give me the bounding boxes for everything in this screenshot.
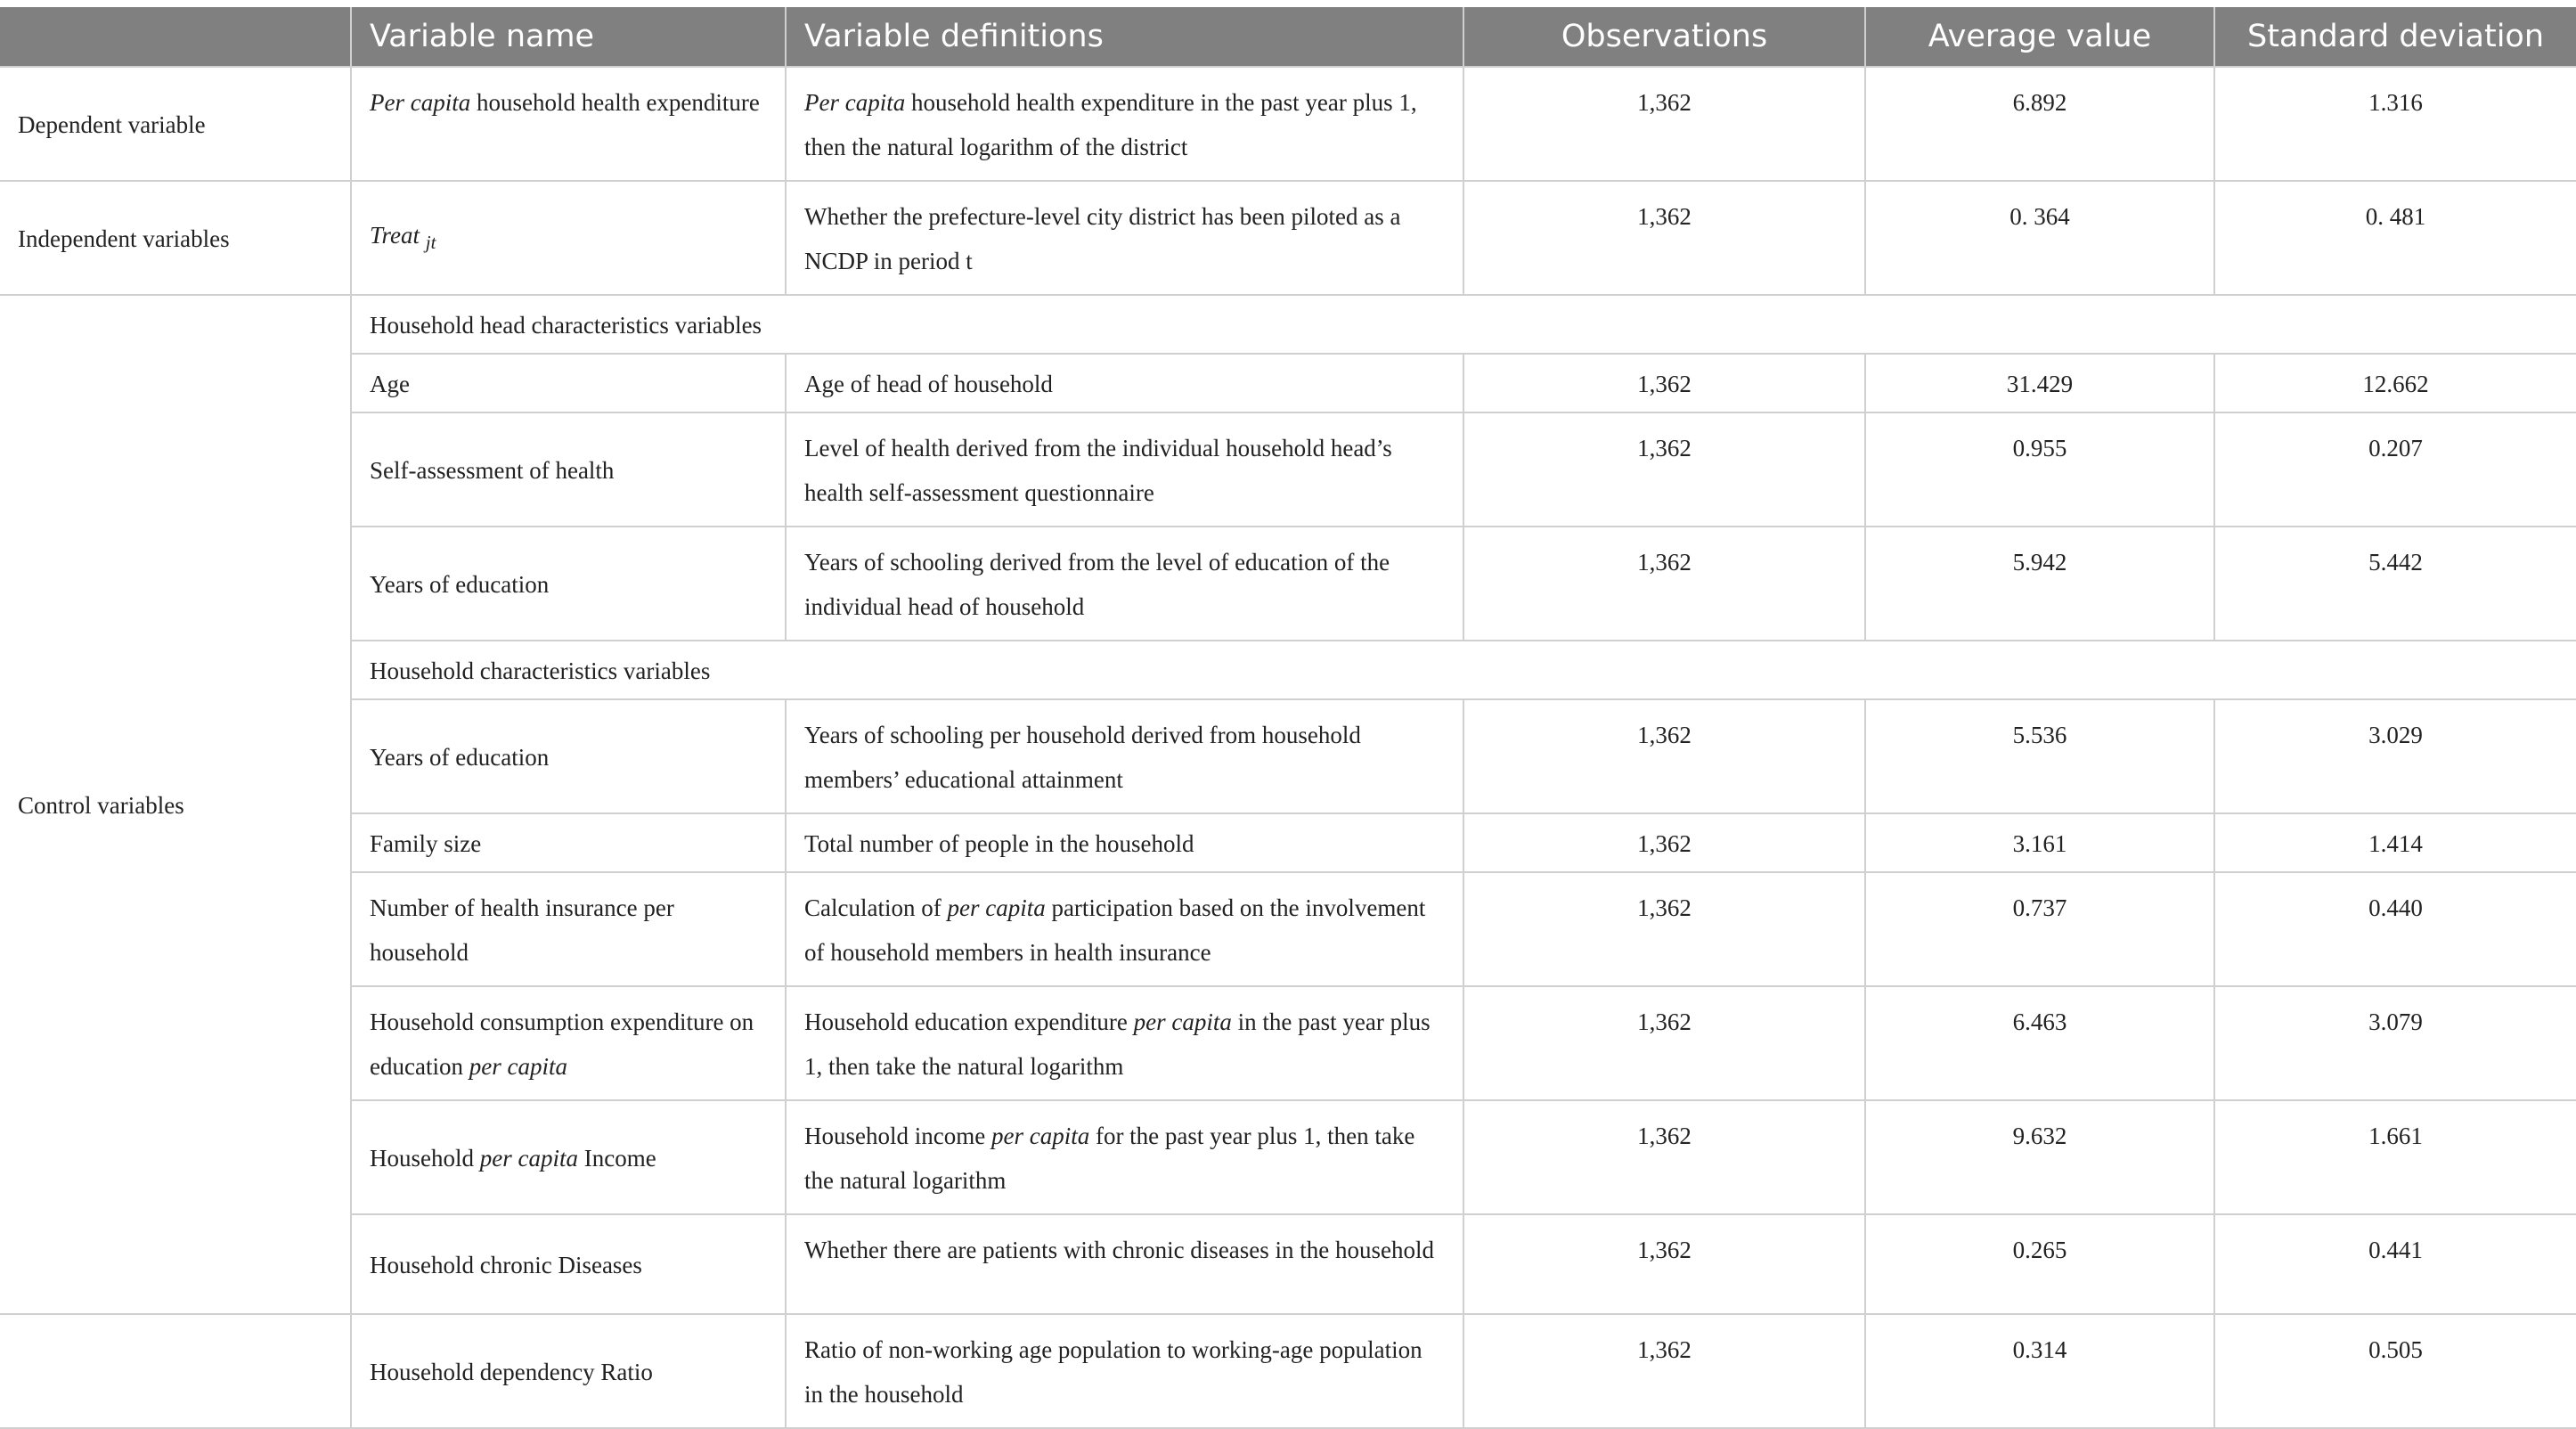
average-value: 9.632 bbox=[1865, 1100, 2214, 1214]
variable-name bbox=[351, 67, 786, 181]
table-row bbox=[0, 181, 2576, 295]
variable-name-part: Treat bbox=[370, 222, 420, 249]
table-row bbox=[0, 813, 2576, 872]
variable-definition: Ratio of non-working age population to working-age population in the household bbox=[786, 1314, 1463, 1428]
variable-name: Self-assessment of health bbox=[351, 412, 786, 527]
variable-definition-part: participation based on the involvement of household members in health insurance bbox=[804, 894, 1426, 966]
average-value: 6.463 bbox=[1865, 986, 2214, 1100]
average-value: 0.265 bbox=[1865, 1214, 2214, 1314]
variable-name: Age bbox=[351, 354, 786, 412]
variable-definition-part: per capita bbox=[990, 1123, 1090, 1149]
average-value: 0.955 bbox=[1865, 412, 2214, 527]
table-row bbox=[0, 1100, 2576, 1214]
standard-deviation-value: 0.207 bbox=[2214, 412, 2576, 527]
variable-definition-part: Household income bbox=[804, 1123, 991, 1149]
variable-definition-part: in the past year plus 1, then take the natural logarithm bbox=[804, 1008, 1431, 1080]
header-standard-deviation: Standard deviation bbox=[2214, 7, 2576, 67]
variable-definition: Age of head of household bbox=[786, 354, 1463, 412]
header-variable-name: Variable name bbox=[351, 7, 786, 67]
variable-definition bbox=[786, 67, 1463, 181]
table-row bbox=[0, 527, 2576, 641]
observations-value: 1,362 bbox=[1463, 412, 1865, 527]
variable-name: Household chronic Diseases bbox=[351, 1214, 786, 1314]
variable-name-part: Household consumption expenditure on education bbox=[370, 1008, 754, 1080]
average-value: 0.737 bbox=[1865, 872, 2214, 986]
variable-name-part: Per capita bbox=[370, 89, 471, 116]
table-row bbox=[0, 1214, 2576, 1314]
header-row bbox=[0, 7, 2576, 67]
table-row bbox=[0, 699, 2576, 813]
variable-definition: Years of schooling per household derived from household members’ educational attainment bbox=[786, 699, 1463, 813]
table-row bbox=[0, 872, 2576, 986]
average-value: 6.892 bbox=[1865, 67, 2214, 181]
table-row bbox=[0, 412, 2576, 527]
variable-definition: Years of schooling derived from the level of education of the individual head of household bbox=[786, 527, 1463, 641]
variable-name-part: household health expenditure bbox=[470, 89, 760, 116]
average-value: 5.942 bbox=[1865, 527, 2214, 641]
standard-deviation-value: 0. 481 bbox=[2214, 181, 2576, 295]
variable-definition: Total number of people in the household bbox=[786, 813, 1463, 872]
variable-name bbox=[351, 1100, 786, 1214]
standard-deviation-value: 1.316 bbox=[2214, 67, 2576, 181]
variable-definition-part: per capita bbox=[1133, 1008, 1232, 1035]
variable-definition-part: household health expenditure in the past year plus 1, then the natural logarithm of the district bbox=[804, 89, 1417, 160]
observations-value: 1,362 bbox=[1463, 986, 1865, 1100]
average-value: 3.161 bbox=[1865, 813, 2214, 872]
average-value: 0. 364 bbox=[1865, 181, 2214, 295]
observations-value: 1,362 bbox=[1463, 1100, 1865, 1214]
standard-deviation-value: 5.442 bbox=[2214, 527, 2576, 641]
standard-deviation-value: 0.505 bbox=[2214, 1314, 2576, 1428]
table-row bbox=[0, 354, 2576, 412]
variable-name bbox=[351, 181, 786, 295]
variable-name-part: per capita bbox=[479, 1145, 578, 1172]
variable-definition bbox=[786, 1100, 1463, 1214]
header-group bbox=[0, 7, 351, 67]
observations-value: 1,362 bbox=[1463, 354, 1865, 412]
variable-definition-part: Per capita bbox=[804, 89, 906, 116]
group-label-dependent: Dependent variable bbox=[0, 67, 351, 181]
summary-statistics-table bbox=[0, 7, 2576, 1429]
group-label-independent: Independent variables bbox=[0, 181, 351, 295]
standard-deviation-value: 1.661 bbox=[2214, 1100, 2576, 1214]
observations-value: 1,362 bbox=[1463, 699, 1865, 813]
header-average-value: Average value bbox=[1865, 7, 2214, 67]
subheader-household-head: Household head characteristics variables bbox=[351, 295, 2576, 354]
group-label-empty bbox=[0, 1314, 351, 1428]
subheader-row bbox=[0, 641, 2576, 699]
variable-definition-part: Calculation of bbox=[804, 894, 948, 921]
standard-deviation-value: 0.440 bbox=[2214, 872, 2576, 986]
variable-name: Years of education bbox=[351, 527, 786, 641]
observations-value: 1,362 bbox=[1463, 1314, 1865, 1428]
standard-deviation-value: 12.662 bbox=[2214, 354, 2576, 412]
observations-value: 1,362 bbox=[1463, 872, 1865, 986]
standard-deviation-value: 0.441 bbox=[2214, 1214, 2576, 1314]
variable-definition bbox=[786, 872, 1463, 986]
subheader-household: Household characteristics variables bbox=[351, 641, 2576, 699]
standard-deviation-value: 1.414 bbox=[2214, 813, 2576, 872]
standard-deviation-value: 3.079 bbox=[2214, 986, 2576, 1100]
variable-name-part: per capita bbox=[469, 1053, 567, 1080]
subheader-row bbox=[0, 295, 2576, 354]
average-value: 5.536 bbox=[1865, 699, 2214, 813]
variable-name-subscript: jt bbox=[425, 232, 436, 253]
variable-definition-part: per capita bbox=[947, 894, 1046, 921]
header-observations: Observations bbox=[1463, 7, 1865, 67]
variable-name: Household dependency Ratio bbox=[351, 1314, 786, 1428]
average-value: 31.429 bbox=[1865, 354, 2214, 412]
average-value: 0.314 bbox=[1865, 1314, 2214, 1428]
variable-name: Family size bbox=[351, 813, 786, 872]
variable-name: Years of education bbox=[351, 699, 786, 813]
standard-deviation-value: 3.029 bbox=[2214, 699, 2576, 813]
variable-name bbox=[351, 986, 786, 1100]
variable-name-part: Income bbox=[577, 1145, 656, 1172]
variable-definition: Level of health derived from the individual household head’s health self-assessment questionnaire bbox=[786, 412, 1463, 527]
variable-definition-part: for the past year plus 1, then take the natural logarithm bbox=[804, 1123, 1415, 1194]
header-variable-definitions: Variable definitions bbox=[786, 7, 1463, 67]
observations-value: 1,362 bbox=[1463, 1214, 1865, 1314]
table-row bbox=[0, 67, 2576, 181]
table-row bbox=[0, 1314, 2576, 1428]
table-row bbox=[0, 986, 2576, 1100]
variable-definition: Whether the prefecture-level city district has been piloted as a NCDP in period t bbox=[786, 181, 1463, 295]
variable-definition bbox=[786, 986, 1463, 1100]
variable-name-part: Household bbox=[370, 1145, 480, 1172]
observations-value: 1,362 bbox=[1463, 527, 1865, 641]
variable-definition: Whether there are patients with chronic diseases in the household bbox=[786, 1214, 1463, 1314]
observations-value: 1,362 bbox=[1463, 181, 1865, 295]
observations-value: 1,362 bbox=[1463, 67, 1865, 181]
variable-name: Number of health insurance per household bbox=[351, 872, 786, 986]
observations-value: 1,362 bbox=[1463, 813, 1865, 872]
variable-definition-part: Household education expenditure bbox=[804, 1008, 1134, 1035]
group-label-control: Control variables bbox=[0, 295, 351, 1314]
